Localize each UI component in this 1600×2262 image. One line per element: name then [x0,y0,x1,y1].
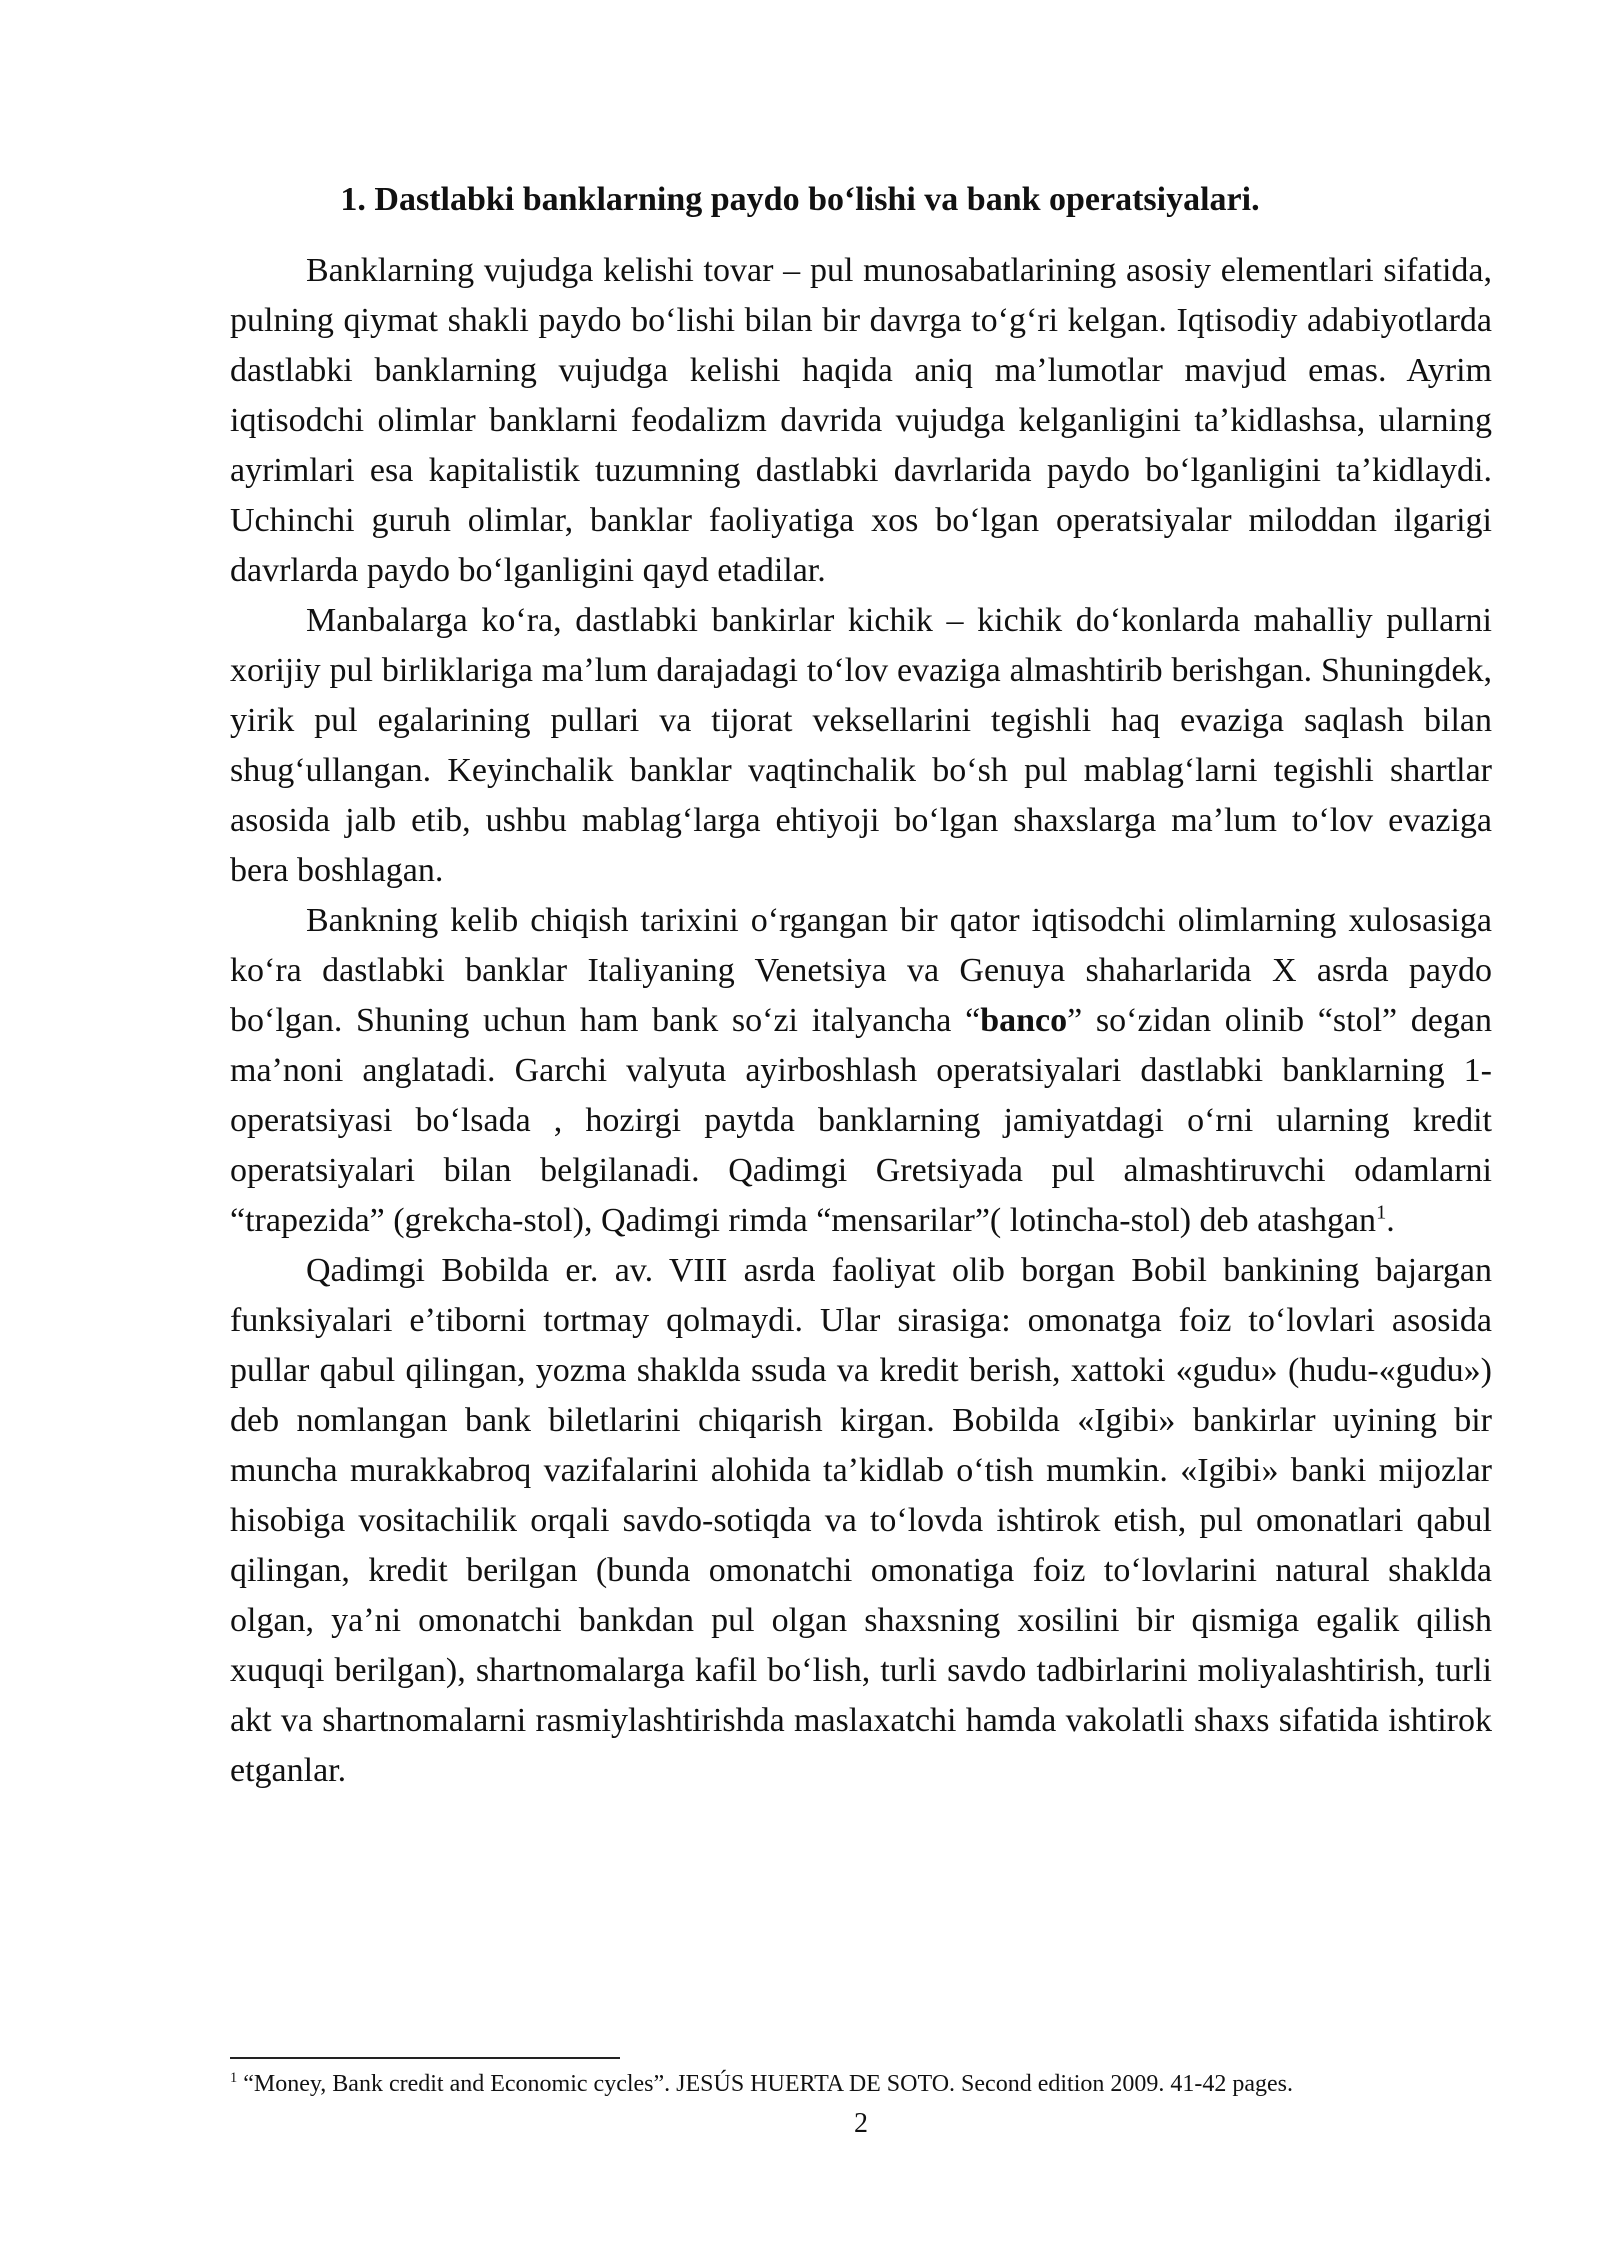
footnote-text: “Money, Bank credit and Economic cycles”. JESÚS HUERTA DE SOTO. Second edition 2009. 41-42 pages. [243,2071,1293,2097]
paragraph-3-final-period: . [1386,1202,1395,1239]
footnote-separator [230,2057,620,2059]
footnote [230,2068,1492,2100]
footnote-number: 1 [230,2070,238,2086]
paragraph-4: Qadimgi Bobilda er. av. VIII asrda faoliyat olib borgan Bobil bankining bajargan funksiyalari eʼtiborni tortmay qolmaydi. Ular sirasiga: omonatga foiz toʻlovlari asosida pullar qabul qilingan, yozma shaklda ssuda va kredit berish, xattoki «gudu» (hudu-«gudu») deb nomlangan bank biletlarini chiqarish kirgan. Bobilda «Igibi» bankirlar uyining bir muncha murakkabroq vazifalarini alohida taʼkidlab oʻtish mumkin. «Igibi» banki mijozlar hisobiga vositachilik orqali savdo-sotiqda va toʻlovda ishtirok etish, pul omonatlari qabul qilingan, kredit berilgan (bunda omonatchi omonatiga foiz toʻlovlarini natural shaklda olgan, yaʼni omonatchi bankdan pul olgan shaxsning xosilini bir qismiga egalik qilish xuquqi berilgan), shartnomalarga kafil boʻlish, turli savdo tadbirlarini moliyalashtirish, turli akt va shartnomalarni rasmiylashtirishda maslaxatchi hamda vakolatli shaxs sifatida ishtirok etganlar. [230,1252,1492,1789]
paragraph-3-text-end: ” soʻzidan olinib “stol” degan maʼnoni anglatadi. Garchi valyuta ayirboshlash operatsiyalari dastlabki banklarning 1-operatsiyasi boʻlsada , hozirgi paytda banklarning jamiyatdagi oʻrni ularning kredit operatsiyalari bilan belgilanadi. Qadimgi Gretsiyada pul almashtiruvchi odamlarni “trapezida” (grekcha-stol), Qadimgi rimda “mensarilar”( lotincha-stol) deb atashgan [230,1002,1492,1239]
paragraph-3-text-start: Bankning kelib chiqish tarixini oʻrgangan bir qator iqtisodchi olimlarning xulosasiga koʻra dastlabki banklar Italiyaning Venetsiya va Genuya shaharlarida X asrda paydo boʻlgan. Shuning uchun ham bank soʻzi italyancha “ [230,902,1492,1039]
bold-term-banco: banco [980,1002,1068,1039]
document-body [230,246,1492,1796]
footnote-reference[interactable]: 1 [1376,1201,1387,1224]
paragraph-3 [230,896,1492,1246]
paragraph-1: Banklarning vujudga kelishi tovar – pul munosabatlarining asosiy elementlari sifatida, pulning qiymat shakli paydo boʻlishi bilan bir davrga toʻgʻri kelgan. Iqtisodiy adabiyotlarda dastlabki banklarning vujudga kelishi haqida aniq maʼlumotlar mavjud emas. Ayrim iqtisodchi olimlar banklarni feodalizm davrida vujudga kelganligini taʼkidlashsa, ularning ayrimlari esa kapitalistik tuzumning dastlabki davrlarida paydo boʻlganligini taʼkidlaydi. Uchinchi guruh olimlar, banklar faoliyatiga xos boʻlgan operatsiyalar miloddan ilgarigi davrlarda paydo boʻlganligini qayd etadilar. [230,252,1492,589]
page-number: 2 [854,2108,868,2139]
section-title: 1. Dastlabki banklarning paydo boʻlishi va bank operatsiyalari. [340,180,1260,218]
paragraph-2: Manbalarga koʻra, dastlabki bankirlar kichik – kichik doʻkonlarda mahalliy pullarni xorijiy pul birliklariga maʼlum darajadagi toʻlov evaziga almashtirib berishgan. Shuningdek, yirik pul egalarining pullari va tijorat veksellarini tegishli haq evaziga saqlash bilan shugʻullangan. Keyinchalik banklar vaqtinchalik boʻsh pul mablagʻlarni tegishli shartlar asosida jalb etib, ushbu mablagʻlarga ehtiyoji boʻlgan shaxslarga maʼlum toʻlov evaziga bera boshlagan. [230,602,1492,889]
